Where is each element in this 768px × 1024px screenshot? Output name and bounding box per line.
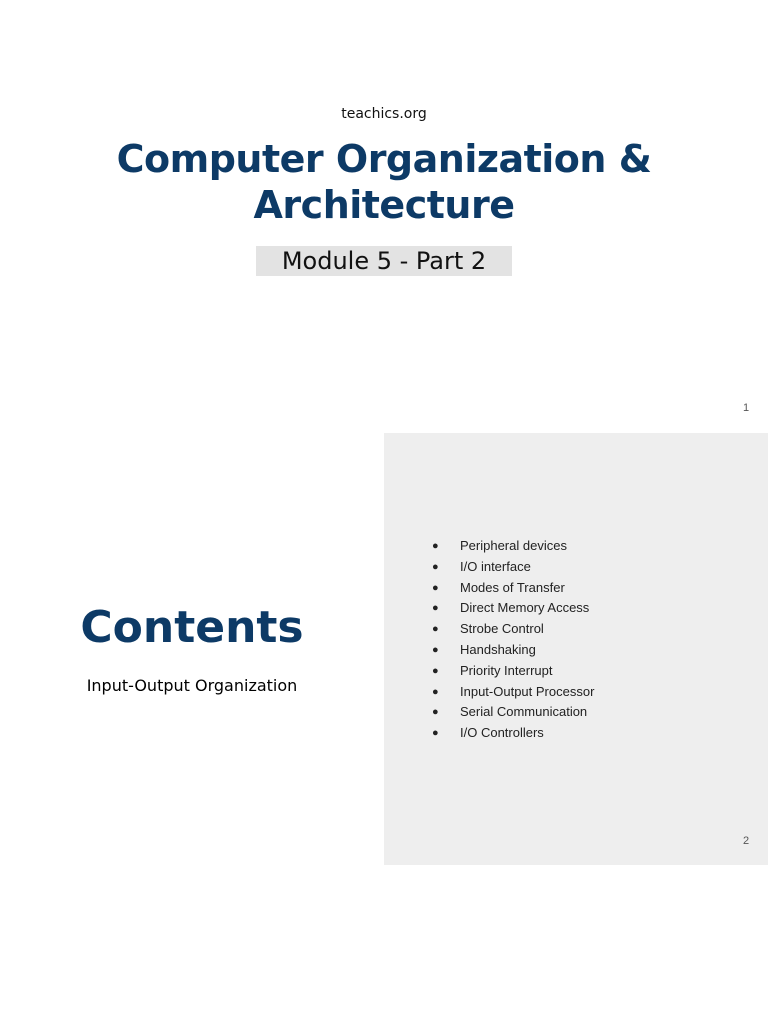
page-title xyxy=(0,136,768,228)
list-item xyxy=(432,558,594,579)
list-item xyxy=(432,724,594,745)
bullet-icon: ● xyxy=(432,643,439,656)
page-number-1: 1 xyxy=(743,402,750,414)
topic-label: Peripheral devices xyxy=(460,538,567,553)
topic-label: Serial Communication xyxy=(460,704,588,720)
topic-list xyxy=(432,537,594,745)
bullet-icon: ● xyxy=(432,602,439,615)
bullet-icon: ● xyxy=(432,664,439,677)
bullet-icon: ● xyxy=(432,706,439,719)
contents-heading: Contents xyxy=(80,602,304,653)
list-item xyxy=(432,599,594,620)
bullet-icon: ● xyxy=(432,540,439,552)
title-line-2: Architecture xyxy=(253,183,515,227)
title-line-1: Computer Organization & xyxy=(116,137,652,181)
bullet-icon: ● xyxy=(432,727,439,740)
topic-label: Strobe Control xyxy=(460,621,544,637)
contents-subheading: Input-Output Organization xyxy=(86,676,298,695)
topic-label: I/O Controllers xyxy=(460,725,544,741)
list-item xyxy=(432,641,594,662)
list-item xyxy=(432,620,594,641)
topic-label: Modes of Transfer xyxy=(460,579,565,595)
list-item xyxy=(432,683,594,704)
page-number-2: 2 xyxy=(743,835,750,847)
list-item xyxy=(432,537,594,558)
topic-label: Input-Output Processor xyxy=(460,683,595,699)
site-name: teachics.org xyxy=(341,106,427,122)
list-item xyxy=(432,703,594,724)
bullet-icon: ● xyxy=(432,581,439,594)
topic-label: Handshaking xyxy=(460,641,536,657)
topic-label: Direct Memory Access xyxy=(460,600,590,616)
bullet-icon: ● xyxy=(432,560,439,573)
bullet-icon: ● xyxy=(432,685,439,698)
module-badge: Module 5 - Part 2 xyxy=(256,246,512,276)
list-item xyxy=(432,662,594,683)
bullet-icon: ● xyxy=(432,623,439,636)
topic-label: Priority Interrupt xyxy=(460,662,553,678)
list-item xyxy=(432,579,594,600)
topic-label: I/O interface xyxy=(460,558,531,574)
